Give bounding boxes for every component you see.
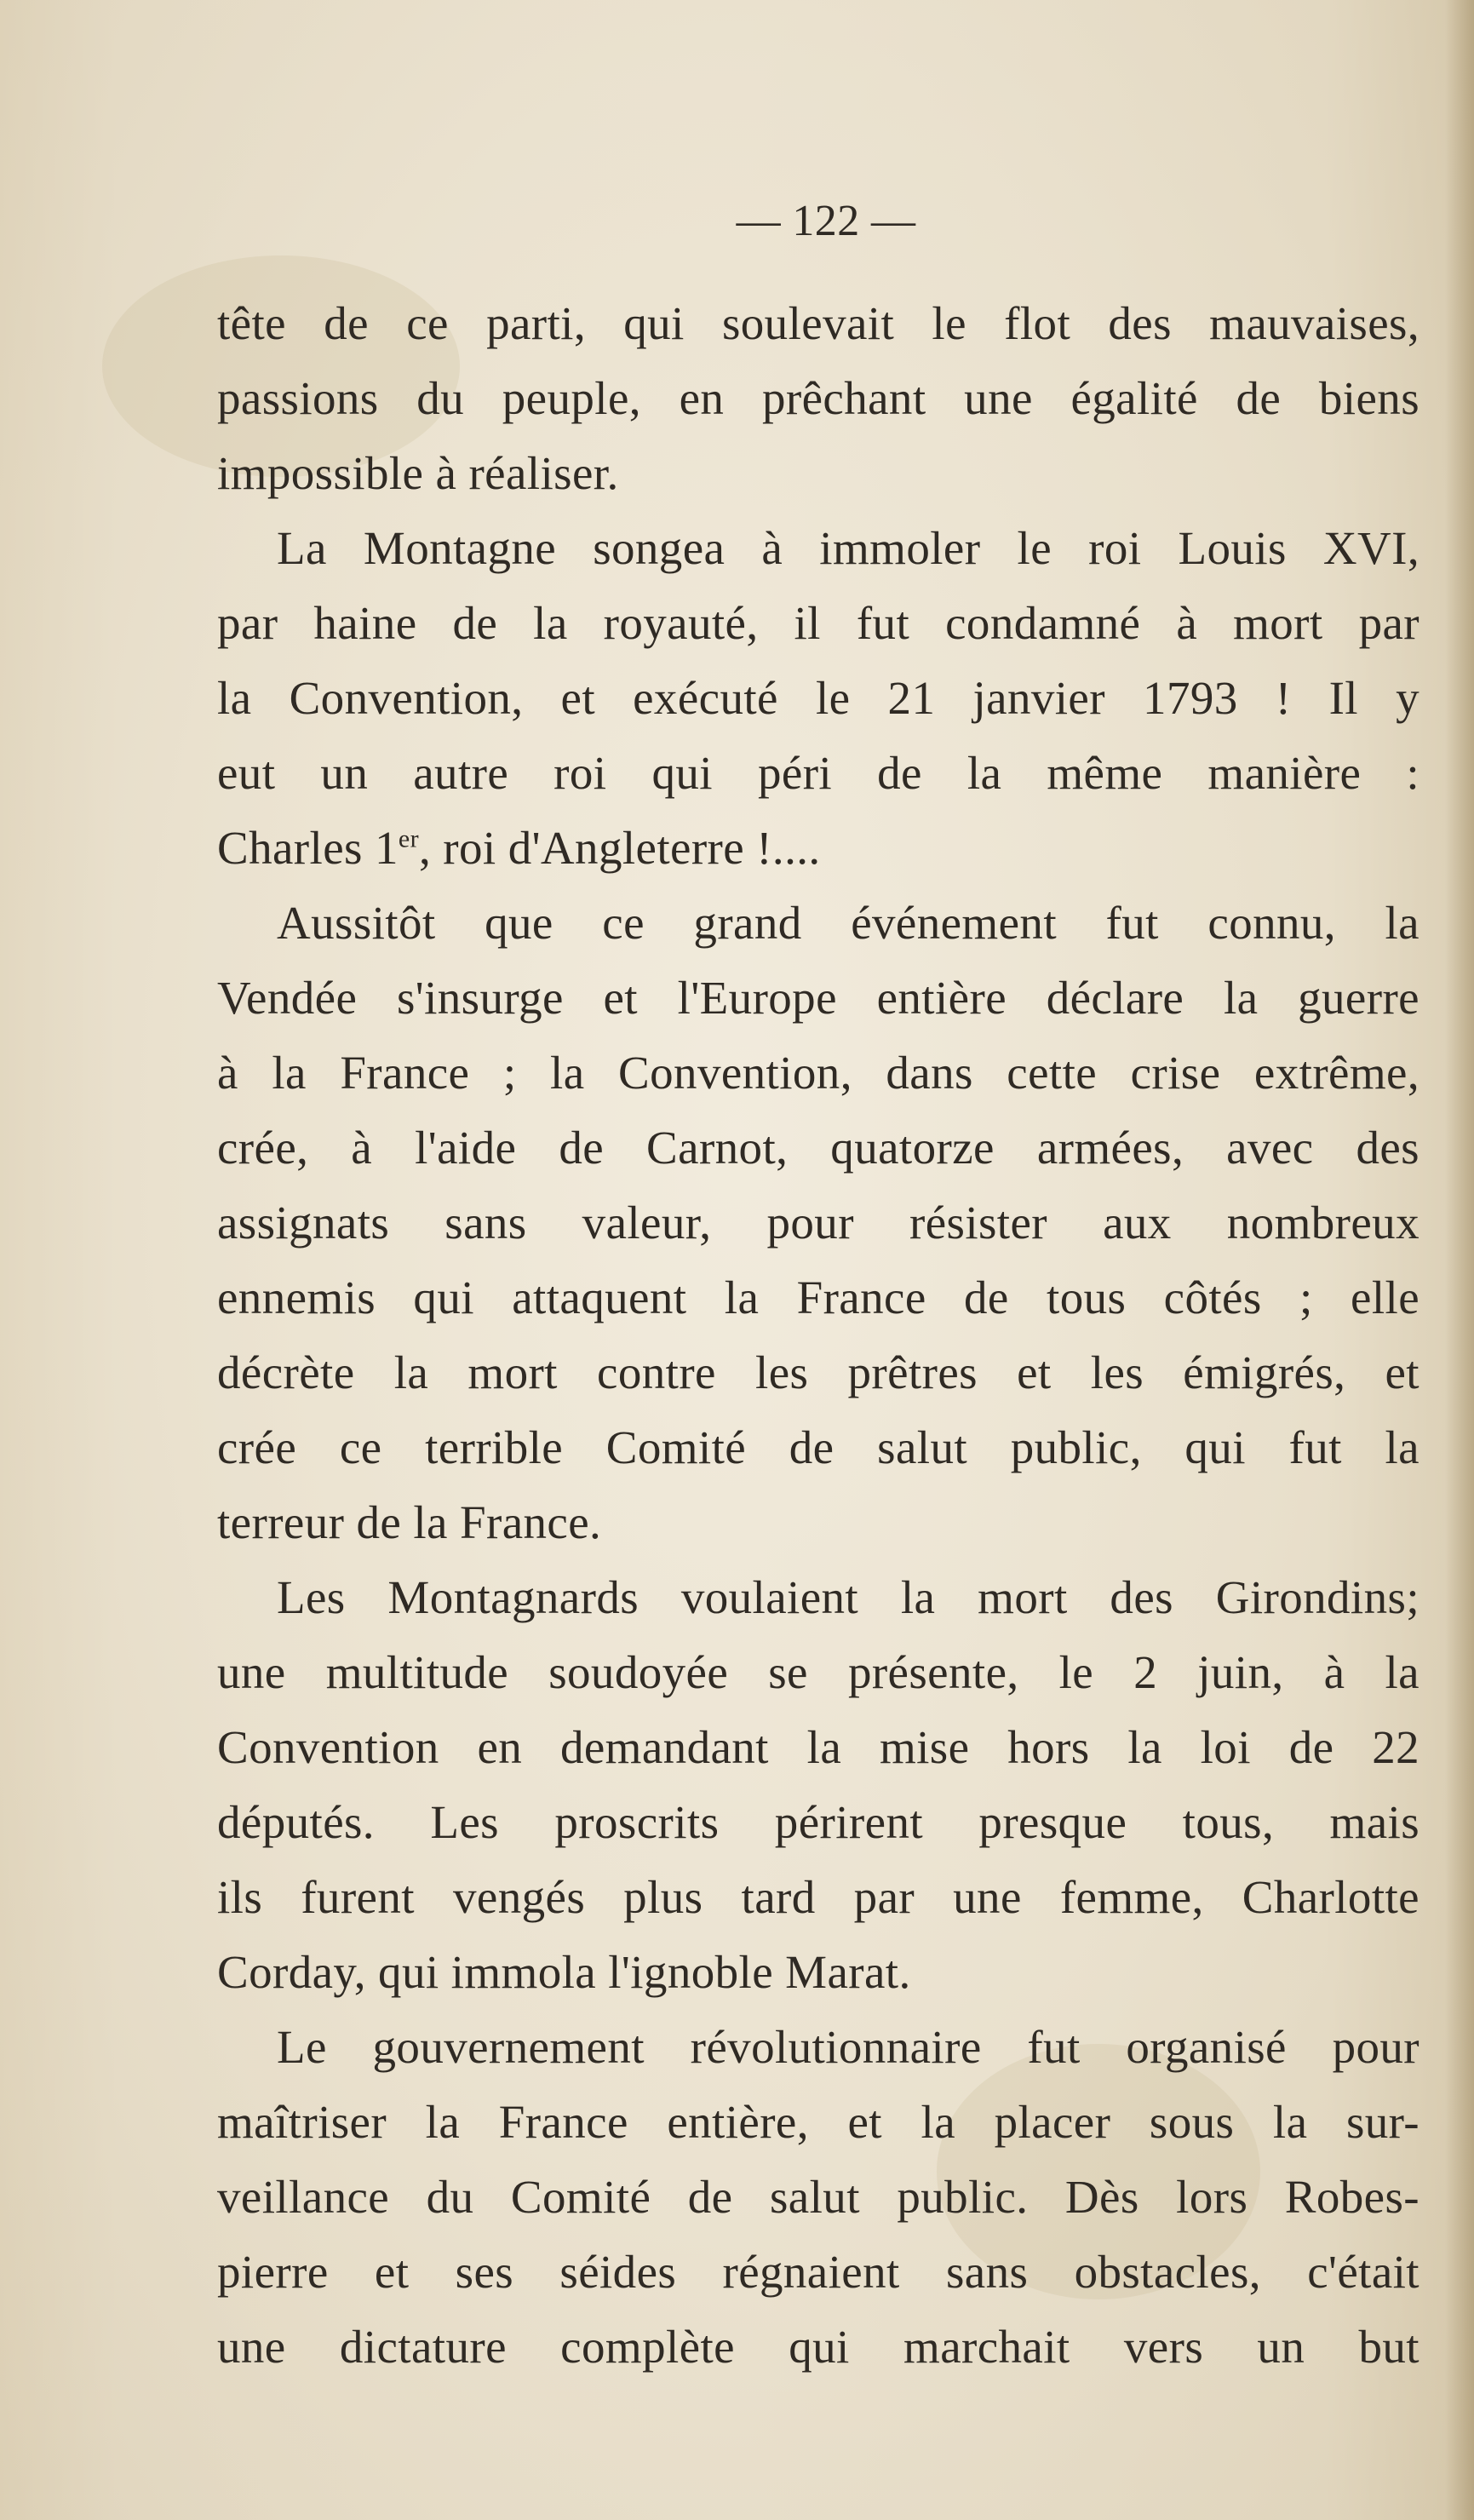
text-line: pierre et ses séides régnaient sans obstacles, c'était	[217, 2246, 1420, 2298]
text-line: députés. Les proscrits périrent presque tous, mais	[217, 1796, 1420, 1848]
text-line: terreur de la France.	[217, 1496, 602, 1548]
paragraph-1	[217, 286, 1420, 511]
text-line: tête de ce parti, qui soulevait le flot des mauvaises,	[217, 297, 1420, 349]
text-line: Le gouvernement révolutionnaire fut organisé pour	[277, 2021, 1420, 2073]
paragraph-5	[217, 2010, 1420, 2385]
text-line: ennemis qui attaquent la France de tous côtés ; elle	[217, 1271, 1420, 1323]
text-line: eut un autre roi qui péri de la même manière :	[217, 747, 1420, 799]
text-line: Convention en demandant la mise hors la loi de 22	[217, 1721, 1420, 1773]
page-text	[217, 198, 1420, 2385]
text-line: assignats sans valeur, pour résister aux nombreux	[217, 1197, 1420, 1249]
text-line: Aussitôt que ce grand événement fut connu, la	[277, 897, 1420, 949]
text-line: ils furent vengés plus tard par une femme, Charlotte	[217, 1871, 1420, 1923]
page-number: — 122 —	[736, 197, 916, 245]
text-line: crée, à l'aide de Carnot, quatorze armées, avec des	[217, 1122, 1420, 1174]
paragraph-3	[217, 886, 1420, 1560]
text-line: impossible à réaliser.	[217, 447, 619, 499]
text-line: crée ce terrible Comité de salut public, qui fut la	[217, 1421, 1420, 1473]
ordinal-superscript: er	[398, 824, 419, 853]
text-angleterre: , roi d'Angleterre !....	[418, 822, 821, 874]
text-line-charles	[217, 811, 1420, 886]
text-line: maîtriser la France entière, et la placer sous la sur-	[217, 2096, 1420, 2148]
paragraph-4	[217, 1560, 1420, 2010]
text-line: passions du peuple, en prêchant une égalité de biens	[217, 372, 1420, 424]
text-line: La Montagne songea à immoler le roi Louis XVI,	[277, 522, 1420, 574]
page-edge-shadow	[1445, 0, 1474, 2520]
text-line: une multitude soudoyée se présente, le 2 juin, à la	[217, 1646, 1420, 1698]
text-line: Vendée s'insurge et l'Europe entière déclare la guerre	[217, 972, 1420, 1024]
text-line: Les Montagnards voulaient la mort des Girondins;	[277, 1571, 1420, 1623]
text-line: décrète la mort contre les prêtres et les émigrés, et	[217, 1346, 1420, 1398]
text-line: par haine de la royauté, il fut condamné à mort par	[217, 597, 1420, 649]
text-line: à la France ; la Convention, dans cette crise extrême,	[217, 1047, 1420, 1099]
text-charles: Charles 1	[217, 822, 399, 874]
text-line: veillance du Comité de salut public. Dès lors Robes-	[217, 2171, 1420, 2223]
text-line: la Convention, et exécuté le 21 janvier 1793 ! Il y	[217, 672, 1420, 724]
text-line: une dictature complète qui marchait vers un but	[217, 2321, 1420, 2373]
paragraph-2	[217, 511, 1420, 886]
text-line: Corday, qui immola l'ignoble Marat.	[217, 1946, 911, 1998]
